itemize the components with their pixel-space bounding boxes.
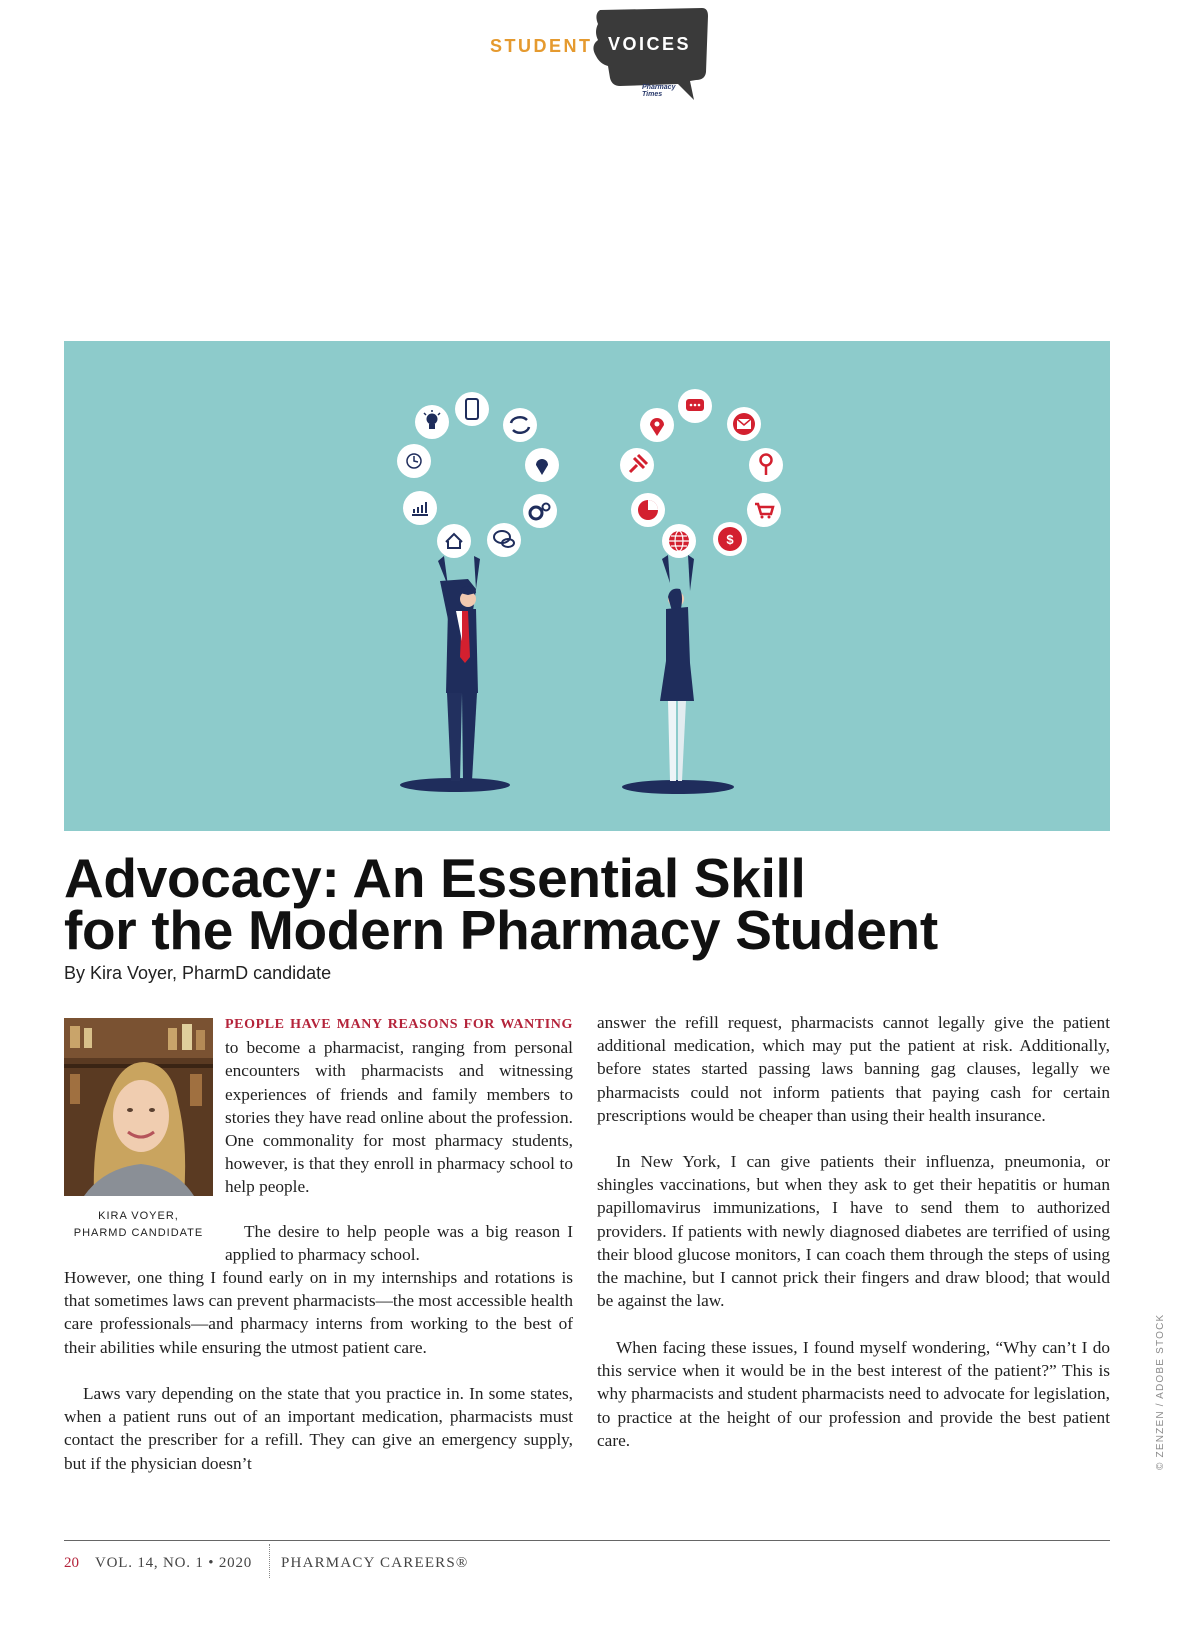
shopping-cart-icon [747,493,781,527]
article-byline: By Kira Voyer, PharmD candidate [64,963,332,983]
photo-caption-line1: KIRA VOYER, [98,1210,179,1222]
settings-gears-icon [523,494,557,528]
photo-caption [64,1208,213,1242]
pharmacy-times-logo: Pharmacy Times [642,84,676,98]
paragraph-5: When facing these issues, I found myself wondering, “Why can’t I do this service when it would be in the best interest of the patient?” This is why pharmacists and student pharmacists need to advocate for legislation, to practice at the height of our profession and provide the best patient care. [597,1338,1110,1450]
pie-chart-icon [631,493,665,527]
footer-rule [64,1540,1110,1541]
photo-caption-line2: PHARMD CANDIDATE [73,1227,204,1239]
magazine-name: PHARMACY CAREERS® [281,1555,469,1571]
location-pin-icon [525,448,559,482]
paragraph-3: Laws vary depending on the state that you practice in. In some states, when a patient runs out of an important medication, pharmacists must contact the prescriber for a refill. They can give an emergency supply, but if the physician doesn’t [64,1384,573,1473]
chat-bubbles-icon [487,523,521,557]
businesswoman-figure [622,555,734,794]
clock-icon [397,444,431,478]
refresh-icon [503,408,537,442]
issue-info: VOL. 14, NO. 1 • 2020 [95,1555,253,1571]
smartphone-icon [455,392,489,426]
lead-in-text: PEOPLE HAVE MANY REASONS FOR WANTING [225,1017,573,1032]
right-icon-ring [620,389,783,558]
paragraph-4: In New York, I can give patients their influenza, pneumonia, or shingles vaccinations, but when they ask to get their hepatitis or human papillomavirus immunizations, I have to send them to authorized providers. If patients with newly diagnosed diabetes are terrified of using their blood glucose monitors, I can coach them through the steps of using the machine, but I cannot prick their fingers and draw blood; that would be against the law. [597,1152,1110,1311]
paragraph-2-rest: However, one thing I found early on in my internships and rotations is that sometimes laws can prevent pharmacists—the most accessible health care professionals—and pharmacy interns from working to the best of their abilities while ensuring the utmost patient care. [64,1268,573,1357]
author-photo [64,1018,213,1196]
logo-student-text: STUDENT [490,36,593,56]
image-credit: © ZENZEN / ADOBE STOCK [1155,1313,1166,1470]
globe-icon [662,524,696,558]
home-icon [437,524,471,558]
lightbulb-icon [415,405,449,439]
mail-icon [727,407,761,441]
map-pin-icon [640,408,674,442]
paragraph-2-start: The desire to help people was a big reason I applied to pharmacy school. [225,1222,573,1265]
businessman-figure [400,556,510,792]
student-voices-logo [480,6,710,102]
article-title-line2: for the Modern Pharmacy Student [64,899,938,961]
paragraph-3-continued: answer the refill request, pharmacists cannot legally give the patient additional medication, which may put the patient at risk. Additionally, before states started passing laws banning gag clauses, legally we pharmacists could not inform patients that paying cash for certain prescriptions would be cheaper than using their health insurance. [597,1013,1110,1125]
dollar-icon [713,522,747,556]
logo-voices-text: VOICES [608,34,692,54]
svg-text:$: $ [726,532,734,547]
article-title [64,847,1114,961]
footer-divider [269,1544,270,1578]
hero-illustration [64,341,1110,831]
page-number: 20 [64,1555,79,1571]
chat-message-icon [678,389,712,423]
juggling-people-illustration [64,341,1110,831]
bar-chart-icon [403,491,437,525]
article-title-line1: Advocacy: An Essential Skill [64,847,806,909]
paragraph-1-text: to become a pharmacist, ranging from personal encounters with pharmacists and witnessing experiences of friends and family members to stories they have read online about the profession. One commonality for most pharmacy students, however, is that they enroll in pharmacy school to help people. [225,1038,573,1197]
left-icon-ring [397,392,559,558]
pushpin-icon [620,448,654,482]
paragraph-1 [225,1011,573,1199]
magnifier-icon [749,448,783,482]
